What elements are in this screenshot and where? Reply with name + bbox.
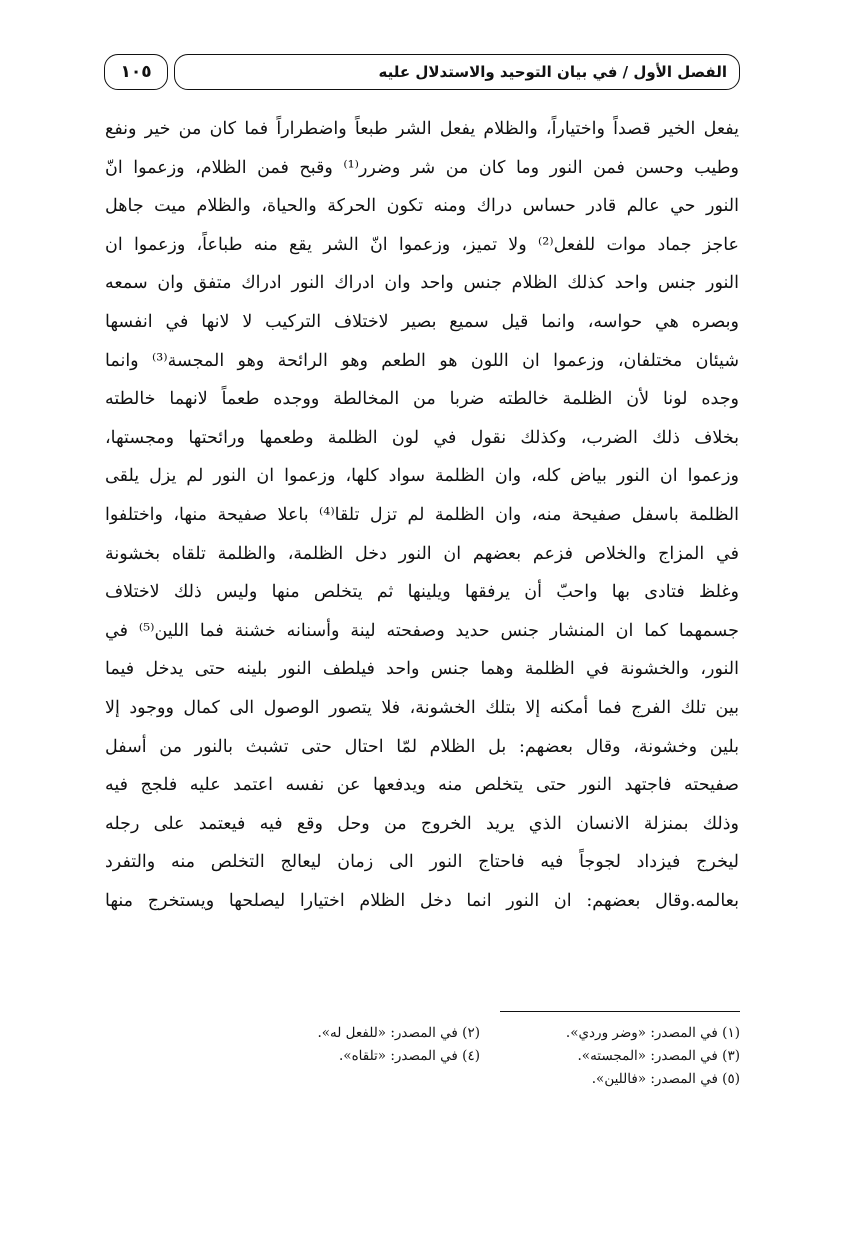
footnote-row xyxy=(220,1068,740,1091)
footnote-row xyxy=(220,1045,740,1068)
footnote xyxy=(220,1068,480,1091)
text-line: وطيب وحسن فمن النور وما كان من شر وضرر⁽¹⁾ وقبح فمن الظلام، وزعموا انّ xyxy=(105,157,739,178)
text-line: بين تلك الفرج فما أمكنه إلا بتلك الخشونة، فلا يتصور الوصول الى كمال ووجود إلا xyxy=(105,697,739,718)
footnote: (١) في المصدر: «وضر وردي». xyxy=(565,1025,740,1041)
page-number-frame xyxy=(104,54,168,90)
text-line: شيئان مختلفان، وزعموا ان اللون هو الطعم وهو الرائحة وهو المجسة⁽³⁾ وانما xyxy=(105,350,739,371)
text-line: في المزاج والخلاص فزعم بعضهم ان النور دخل الظلمة، والظلمة تلقاه بخشونة xyxy=(105,543,739,564)
text-line: وذلك بمنزلة الانسان الذي يريد الخروج من وحل وقع فيه فيعتمد على رجله xyxy=(105,813,739,834)
text-line: النور حي عالم قادر حساس دراك ومنه تكون الحركة والحياة، والظلام ميت جاهل xyxy=(105,196,739,217)
footnotes xyxy=(220,1022,740,1091)
text-line: بخلاف ذلك الضرب، وكذلك نقول في لون الظلمة وطعمها ورائحتها ومجستها، xyxy=(105,427,739,448)
text-line: عاجز جماد موات للفعل⁽²⁾ ولا تميز، وزعموا انّ الشر يقع منه طباعاً، وزعموا ان xyxy=(105,234,739,255)
text-line: النور، والخشونة في الظلمة وهما جنس واحد فيلطف النور بلينه حتى يدخل فيما xyxy=(105,659,739,680)
text-line: بعالمه.وقال بعضهم: ان النور انما دخل الظلام اختيارا ليصلحها ويستخرج منها xyxy=(105,890,739,911)
text-line: وجده لونا لأن الظلمة خالطته ضربا من المخالطة ووجده طعماً لانهما خالطته xyxy=(105,389,739,410)
text-line: ليخرج فيزداد لجوجاً فيه فاحتاج النور الى زمان ليعالج التخلص منه والتفرد xyxy=(105,852,739,873)
footnote-row xyxy=(220,1022,740,1045)
text-line: وغلظ فتادى بها واحبّ أن يرفقها ويلينها ثم يتخلص منها وليس ذلك لاختلاف xyxy=(105,582,739,603)
text-line: وزعموا ان النور بياض كله، وان الظلمة سواد كلها، وزعموا ان النور لم يزل يلقى xyxy=(105,466,739,487)
footnote: (٣) في المصدر: «المجسته». xyxy=(577,1048,740,1064)
footnote: (٤) في المصدر: «تلقاه». xyxy=(339,1048,480,1064)
footnote: (٥) في المصدر: «فاللين». xyxy=(591,1071,740,1087)
text-line: النور جنس واحد كذلك الظلام جنس واحد وان ادراك النور ادراك متفق وان سمعه xyxy=(105,273,739,294)
footnote-separator xyxy=(500,1011,740,1012)
text-line: صفيحته فاجتهد النور حتى يتخلص منه ويدفعها عن نفسه اعتمد عليه فلجج فيه xyxy=(105,775,739,796)
chapter-title: الفصل الأول / في بيان التوحيد والاستدلال عليه xyxy=(378,63,727,81)
body-text xyxy=(105,110,739,920)
running-header xyxy=(104,50,740,98)
page-number: ١٠٥ xyxy=(120,62,152,82)
text-line: جسمهما كما ان المنشار جنس حديد وصفحته لينة وأسنانه خشنة فما اللين⁽⁵⁾ في xyxy=(105,620,739,641)
text-line: الظلمة باسفل صفيحة منه، وان الظلمة لم تزل تلقا⁽⁴⁾ باعلا صفيحة منها، واختلفوا xyxy=(105,504,739,525)
chapter-title-frame xyxy=(174,54,740,90)
text-line: يفعل الخير قصداً واختياراً، والظلام يفعل الشر طبعاً واضطراراً فما كان من خير ونفع xyxy=(105,119,739,139)
text-line: بلين وخشونة، وقال بعضهم: بل الظلام لمّا احتال حتى تشبث بالنور من أسفل xyxy=(105,736,739,757)
text-line: وبصره هي حواسه، وانما قيل سميع بصير لاختلاف التركيب لا لانها في انفسها xyxy=(105,311,739,332)
footnote: (٢) في المصدر: «للفعل له». xyxy=(317,1025,480,1041)
